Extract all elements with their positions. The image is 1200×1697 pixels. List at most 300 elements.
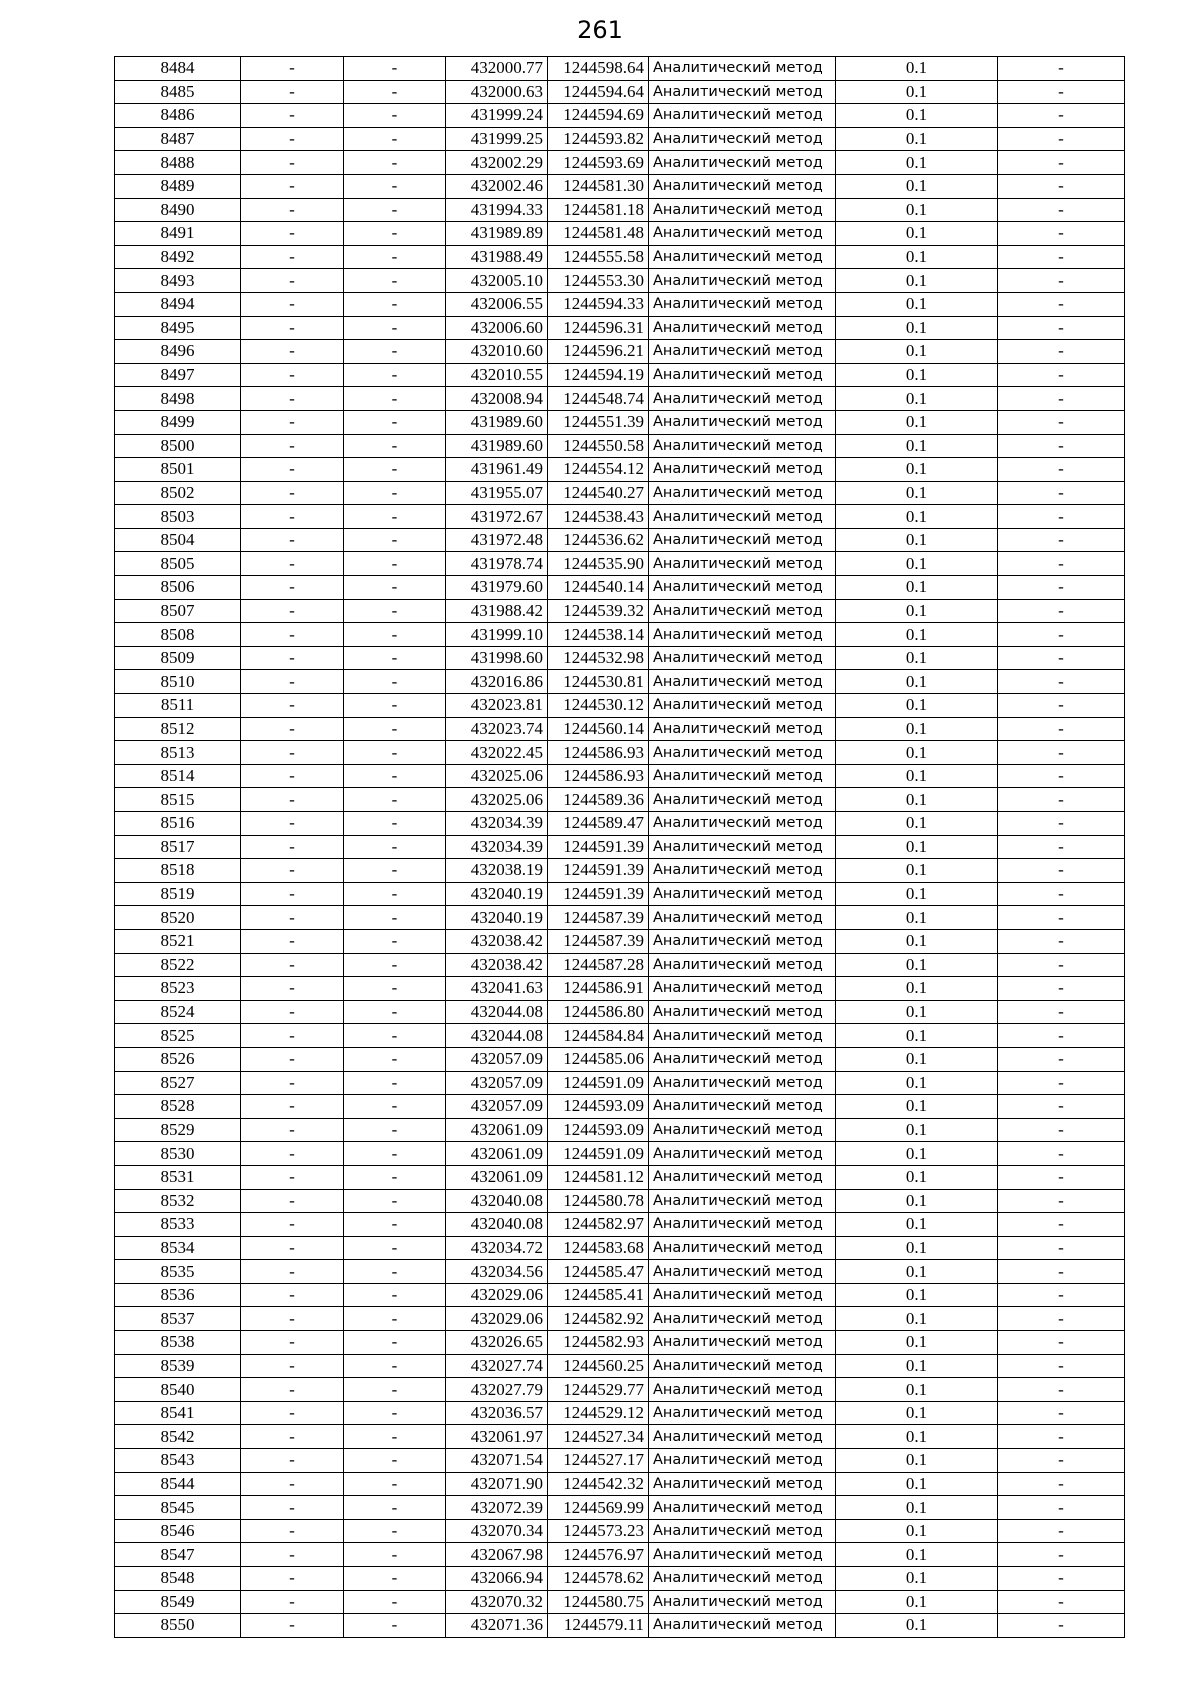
note-cell: - — [998, 1236, 1125, 1260]
empty-value-cell: - — [344, 1236, 446, 1260]
point-number-cell: 8525 — [115, 1024, 241, 1048]
point-number-cell: 8527 — [115, 1071, 241, 1095]
y-coordinate-cell: 1244527.34 — [548, 1425, 649, 1449]
accuracy-cell: 0.1 — [836, 1543, 998, 1567]
note-cell: - — [998, 292, 1125, 316]
table-row — [115, 316, 1125, 340]
empty-value-cell: - — [241, 812, 344, 836]
accuracy-cell: 0.1 — [836, 953, 998, 977]
x-coordinate-cell: 432061.09 — [446, 1142, 548, 1166]
note-cell: - — [998, 1401, 1125, 1425]
point-number-cell: 8515 — [115, 788, 241, 812]
table-row — [115, 1543, 1125, 1567]
empty-value-cell: - — [241, 1260, 344, 1284]
table-body — [115, 57, 1125, 1638]
empty-value-cell: - — [241, 835, 344, 859]
note-cell: - — [998, 953, 1125, 977]
table-row — [115, 906, 1125, 930]
table-row — [115, 481, 1125, 505]
accuracy-cell: 0.1 — [836, 505, 998, 529]
point-number-cell: 8546 — [115, 1519, 241, 1543]
empty-value-cell: - — [344, 127, 446, 151]
y-coordinate-cell: 1244560.25 — [548, 1354, 649, 1378]
accuracy-cell: 0.1 — [836, 717, 998, 741]
x-coordinate-cell: 432038.42 — [446, 929, 548, 953]
y-coordinate-cell: 1244586.93 — [548, 741, 649, 765]
y-coordinate-cell: 1244586.80 — [548, 1000, 649, 1024]
method-cell: Аналитический метод — [649, 410, 836, 434]
y-coordinate-cell: 1244583.68 — [548, 1236, 649, 1260]
point-number-cell: 8486 — [115, 104, 241, 128]
empty-value-cell: - — [344, 528, 446, 552]
empty-value-cell: - — [344, 410, 446, 434]
y-coordinate-cell: 1244585.41 — [548, 1283, 649, 1307]
x-coordinate-cell: 432057.09 — [446, 1071, 548, 1095]
empty-value-cell: - — [344, 599, 446, 623]
point-number-cell: 8508 — [115, 623, 241, 647]
empty-value-cell: - — [241, 1047, 344, 1071]
y-coordinate-cell: 1244530.81 — [548, 670, 649, 694]
accuracy-cell: 0.1 — [836, 1472, 998, 1496]
table-row — [115, 1590, 1125, 1614]
empty-value-cell: - — [344, 1496, 446, 1520]
empty-value-cell: - — [241, 717, 344, 741]
empty-value-cell: - — [344, 1331, 446, 1355]
accuracy-cell: 0.1 — [836, 882, 998, 906]
y-coordinate-cell: 1244551.39 — [548, 410, 649, 434]
y-coordinate-cell: 1244593.09 — [548, 1118, 649, 1142]
empty-value-cell: - — [241, 1472, 344, 1496]
table-row — [115, 528, 1125, 552]
x-coordinate-cell: 432038.19 — [446, 859, 548, 883]
y-coordinate-cell: 1244578.62 — [548, 1567, 649, 1591]
method-cell: Аналитический метод — [649, 764, 836, 788]
empty-value-cell: - — [241, 1496, 344, 1520]
y-coordinate-cell: 1244529.12 — [548, 1401, 649, 1425]
y-coordinate-cell: 1244569.99 — [548, 1496, 649, 1520]
x-coordinate-cell: 432002.29 — [446, 151, 548, 175]
method-cell: Аналитический метод — [649, 1543, 836, 1567]
x-coordinate-cell: 432029.06 — [446, 1283, 548, 1307]
method-cell: Аналитический метод — [649, 1118, 836, 1142]
note-cell: - — [998, 1331, 1125, 1355]
note-cell: - — [998, 1543, 1125, 1567]
table-row — [115, 859, 1125, 883]
y-coordinate-cell: 1244579.11 — [548, 1614, 649, 1638]
empty-value-cell: - — [241, 977, 344, 1001]
method-cell: Аналитический метод — [649, 1307, 836, 1331]
method-cell: Аналитический метод — [649, 1496, 836, 1520]
empty-value-cell: - — [241, 694, 344, 718]
y-coordinate-cell: 1244576.97 — [548, 1543, 649, 1567]
note-cell: - — [998, 929, 1125, 953]
note-cell: - — [998, 764, 1125, 788]
method-cell: Аналитический метод — [649, 835, 836, 859]
accuracy-cell: 0.1 — [836, 1331, 998, 1355]
point-number-cell: 8542 — [115, 1425, 241, 1449]
empty-value-cell: - — [344, 1449, 446, 1473]
empty-value-cell: - — [241, 576, 344, 600]
empty-value-cell: - — [344, 340, 446, 364]
empty-value-cell: - — [241, 1213, 344, 1237]
point-number-cell: 8507 — [115, 599, 241, 623]
coordinates-table — [114, 56, 1125, 1638]
y-coordinate-cell: 1244593.82 — [548, 127, 649, 151]
note-cell: - — [998, 906, 1125, 930]
empty-value-cell: - — [344, 1425, 446, 1449]
x-coordinate-cell: 431994.33 — [446, 198, 548, 222]
method-cell: Аналитический метод — [649, 1472, 836, 1496]
empty-value-cell: - — [241, 269, 344, 293]
y-coordinate-cell: 1244586.91 — [548, 977, 649, 1001]
note-cell: - — [998, 977, 1125, 1001]
table-row — [115, 1189, 1125, 1213]
x-coordinate-cell: 432071.90 — [446, 1472, 548, 1496]
empty-value-cell: - — [241, 1425, 344, 1449]
y-coordinate-cell: 1244594.33 — [548, 292, 649, 316]
note-cell: - — [998, 481, 1125, 505]
note-cell: - — [998, 1354, 1125, 1378]
point-number-cell: 8522 — [115, 953, 241, 977]
x-coordinate-cell: 431988.42 — [446, 599, 548, 623]
y-coordinate-cell: 1244538.43 — [548, 505, 649, 529]
y-coordinate-cell: 1244581.12 — [548, 1165, 649, 1189]
method-cell: Аналитический метод — [649, 1567, 836, 1591]
table-row — [115, 80, 1125, 104]
table-row — [115, 1496, 1125, 1520]
method-cell: Аналитический метод — [649, 1449, 836, 1473]
y-coordinate-cell: 1244548.74 — [548, 387, 649, 411]
note-cell: - — [998, 198, 1125, 222]
empty-value-cell: - — [344, 1519, 446, 1543]
note-cell: - — [998, 80, 1125, 104]
table-row — [115, 1142, 1125, 1166]
empty-value-cell: - — [344, 1472, 446, 1496]
method-cell: Аналитический метод — [649, 269, 836, 293]
empty-value-cell: - — [344, 646, 446, 670]
empty-value-cell: - — [344, 222, 446, 246]
note-cell: - — [998, 528, 1125, 552]
y-coordinate-cell: 1244593.69 — [548, 151, 649, 175]
note-cell: - — [998, 1449, 1125, 1473]
note-cell: - — [998, 1614, 1125, 1638]
table-row — [115, 764, 1125, 788]
point-number-cell: 8523 — [115, 977, 241, 1001]
empty-value-cell: - — [344, 623, 446, 647]
point-number-cell: 8484 — [115, 57, 241, 81]
y-coordinate-cell: 1244587.39 — [548, 906, 649, 930]
table-row — [115, 835, 1125, 859]
point-number-cell: 8548 — [115, 1567, 241, 1591]
empty-value-cell: - — [241, 151, 344, 175]
y-coordinate-cell: 1244539.32 — [548, 599, 649, 623]
accuracy-cell: 0.1 — [836, 1567, 998, 1591]
x-coordinate-cell: 431989.60 — [446, 434, 548, 458]
accuracy-cell: 0.1 — [836, 245, 998, 269]
accuracy-cell: 0.1 — [836, 1213, 998, 1237]
accuracy-cell: 0.1 — [836, 835, 998, 859]
note-cell: - — [998, 552, 1125, 576]
accuracy-cell: 0.1 — [836, 1496, 998, 1520]
x-coordinate-cell: 431972.48 — [446, 528, 548, 552]
table-row — [115, 1401, 1125, 1425]
method-cell: Аналитический метод — [649, 741, 836, 765]
table-row — [115, 1519, 1125, 1543]
note-cell: - — [998, 505, 1125, 529]
point-number-cell: 8518 — [115, 859, 241, 883]
y-coordinate-cell: 1244591.39 — [548, 882, 649, 906]
table-row — [115, 694, 1125, 718]
table-row — [115, 1449, 1125, 1473]
empty-value-cell: - — [241, 859, 344, 883]
point-number-cell: 8544 — [115, 1472, 241, 1496]
point-number-cell: 8506 — [115, 576, 241, 600]
accuracy-cell: 0.1 — [836, 1449, 998, 1473]
x-coordinate-cell: 431988.49 — [446, 245, 548, 269]
table-row — [115, 1095, 1125, 1119]
y-coordinate-cell: 1244581.48 — [548, 222, 649, 246]
x-coordinate-cell: 431999.24 — [446, 104, 548, 128]
x-coordinate-cell: 431998.60 — [446, 646, 548, 670]
x-coordinate-cell: 432016.86 — [446, 670, 548, 694]
method-cell: Аналитический метод — [649, 1213, 836, 1237]
note-cell: - — [998, 1213, 1125, 1237]
method-cell: Аналитический метод — [649, 1047, 836, 1071]
accuracy-cell: 0.1 — [836, 1307, 998, 1331]
empty-value-cell: - — [241, 410, 344, 434]
empty-value-cell: - — [344, 717, 446, 741]
x-coordinate-cell: 432071.36 — [446, 1614, 548, 1638]
y-coordinate-cell: 1244582.92 — [548, 1307, 649, 1331]
table-row — [115, 1236, 1125, 1260]
accuracy-cell: 0.1 — [836, 1260, 998, 1284]
point-number-cell: 8504 — [115, 528, 241, 552]
empty-value-cell: - — [344, 505, 446, 529]
empty-value-cell: - — [344, 80, 446, 104]
empty-value-cell: - — [241, 363, 344, 387]
x-coordinate-cell: 432026.65 — [446, 1331, 548, 1355]
accuracy-cell: 0.1 — [836, 670, 998, 694]
note-cell: - — [998, 835, 1125, 859]
x-coordinate-cell: 432008.94 — [446, 387, 548, 411]
accuracy-cell: 0.1 — [836, 1189, 998, 1213]
x-coordinate-cell: 432027.79 — [446, 1378, 548, 1402]
method-cell: Аналитический метод — [649, 812, 836, 836]
method-cell: Аналитический метод — [649, 434, 836, 458]
note-cell: - — [998, 788, 1125, 812]
table-row — [115, 57, 1125, 81]
table-row — [115, 1024, 1125, 1048]
note-cell: - — [998, 576, 1125, 600]
note-cell: - — [998, 1519, 1125, 1543]
empty-value-cell: - — [241, 1142, 344, 1166]
y-coordinate-cell: 1244589.47 — [548, 812, 649, 836]
method-cell: Аналитический метод — [649, 151, 836, 175]
y-coordinate-cell: 1244542.32 — [548, 1472, 649, 1496]
y-coordinate-cell: 1244591.39 — [548, 835, 649, 859]
y-coordinate-cell: 1244598.64 — [548, 57, 649, 81]
accuracy-cell: 0.1 — [836, 599, 998, 623]
table-row — [115, 292, 1125, 316]
note-cell: - — [998, 316, 1125, 340]
x-coordinate-cell: 431989.89 — [446, 222, 548, 246]
x-coordinate-cell: 432010.60 — [446, 340, 548, 364]
empty-value-cell: - — [344, 1307, 446, 1331]
method-cell: Аналитический метод — [649, 1236, 836, 1260]
note-cell: - — [998, 174, 1125, 198]
empty-value-cell: - — [344, 906, 446, 930]
method-cell: Аналитический метод — [649, 1519, 836, 1543]
point-number-cell: 8500 — [115, 434, 241, 458]
x-coordinate-cell: 431989.60 — [446, 410, 548, 434]
empty-value-cell: - — [241, 316, 344, 340]
method-cell: Аналитический метод — [649, 1378, 836, 1402]
method-cell: Аналитический метод — [649, 599, 836, 623]
x-coordinate-cell: 432044.08 — [446, 1024, 548, 1048]
accuracy-cell: 0.1 — [836, 906, 998, 930]
table-row — [115, 1283, 1125, 1307]
x-coordinate-cell: 432029.06 — [446, 1307, 548, 1331]
empty-value-cell: - — [344, 1614, 446, 1638]
accuracy-cell: 0.1 — [836, 764, 998, 788]
method-cell: Аналитический метод — [649, 788, 836, 812]
y-coordinate-cell: 1244555.58 — [548, 245, 649, 269]
empty-value-cell: - — [241, 1378, 344, 1402]
table-row — [115, 953, 1125, 977]
empty-value-cell: - — [344, 1401, 446, 1425]
empty-value-cell: - — [241, 1236, 344, 1260]
empty-value-cell: - — [344, 694, 446, 718]
method-cell: Аналитический метод — [649, 174, 836, 198]
x-coordinate-cell: 432070.32 — [446, 1590, 548, 1614]
note-cell: - — [998, 104, 1125, 128]
note-cell: - — [998, 127, 1125, 151]
empty-value-cell: - — [241, 1614, 344, 1638]
point-number-cell: 8502 — [115, 481, 241, 505]
method-cell: Аналитический метод — [649, 198, 836, 222]
method-cell: Аналитический метод — [649, 127, 836, 151]
empty-value-cell: - — [344, 458, 446, 482]
accuracy-cell: 0.1 — [836, 151, 998, 175]
y-coordinate-cell: 1244535.90 — [548, 552, 649, 576]
empty-value-cell: - — [344, 57, 446, 81]
y-coordinate-cell: 1244587.28 — [548, 953, 649, 977]
empty-value-cell: - — [344, 1165, 446, 1189]
y-coordinate-cell: 1244594.19 — [548, 363, 649, 387]
y-coordinate-cell: 1244594.69 — [548, 104, 649, 128]
empty-value-cell: - — [241, 1590, 344, 1614]
empty-value-cell: - — [344, 812, 446, 836]
table-row — [115, 1378, 1125, 1402]
point-number-cell: 8489 — [115, 174, 241, 198]
note-cell: - — [998, 1496, 1125, 1520]
empty-value-cell: - — [344, 1095, 446, 1119]
x-coordinate-cell: 432072.39 — [446, 1496, 548, 1520]
x-coordinate-cell: 432057.09 — [446, 1095, 548, 1119]
point-number-cell: 8529 — [115, 1118, 241, 1142]
note-cell: - — [998, 269, 1125, 293]
empty-value-cell: - — [241, 670, 344, 694]
point-number-cell: 8549 — [115, 1590, 241, 1614]
empty-value-cell: - — [241, 528, 344, 552]
x-coordinate-cell: 432034.39 — [446, 812, 548, 836]
x-coordinate-cell: 432061.09 — [446, 1118, 548, 1142]
note-cell: - — [998, 599, 1125, 623]
x-coordinate-cell: 432040.08 — [446, 1189, 548, 1213]
table-row — [115, 151, 1125, 175]
point-number-cell: 8493 — [115, 269, 241, 293]
empty-value-cell: - — [241, 174, 344, 198]
table-row — [115, 198, 1125, 222]
accuracy-cell: 0.1 — [836, 387, 998, 411]
table-row — [115, 222, 1125, 246]
x-coordinate-cell: 432006.55 — [446, 292, 548, 316]
empty-value-cell: - — [344, 788, 446, 812]
point-number-cell: 8503 — [115, 505, 241, 529]
x-coordinate-cell: 432040.08 — [446, 1213, 548, 1237]
method-cell: Аналитический метод — [649, 906, 836, 930]
point-number-cell: 8495 — [115, 316, 241, 340]
empty-value-cell: - — [241, 505, 344, 529]
method-cell: Аналитический метод — [649, 363, 836, 387]
empty-value-cell: - — [241, 623, 344, 647]
method-cell: Аналитический метод — [649, 882, 836, 906]
point-number-cell: 8497 — [115, 363, 241, 387]
empty-value-cell: - — [344, 269, 446, 293]
y-coordinate-cell: 1244596.21 — [548, 340, 649, 364]
note-cell: - — [998, 1000, 1125, 1024]
empty-value-cell: - — [241, 741, 344, 765]
accuracy-cell: 0.1 — [836, 1590, 998, 1614]
accuracy-cell: 0.1 — [836, 1095, 998, 1119]
y-coordinate-cell: 1244585.06 — [548, 1047, 649, 1071]
y-coordinate-cell: 1244538.14 — [548, 623, 649, 647]
x-coordinate-cell: 431999.25 — [446, 127, 548, 151]
empty-value-cell: - — [241, 434, 344, 458]
empty-value-cell: - — [344, 363, 446, 387]
x-coordinate-cell: 432067.98 — [446, 1543, 548, 1567]
y-coordinate-cell: 1244580.78 — [548, 1189, 649, 1213]
empty-value-cell: - — [344, 859, 446, 883]
accuracy-cell: 0.1 — [836, 1425, 998, 1449]
note-cell: - — [998, 222, 1125, 246]
table-row — [115, 1071, 1125, 1095]
empty-value-cell: - — [241, 1354, 344, 1378]
x-coordinate-cell: 432000.77 — [446, 57, 548, 81]
empty-value-cell: - — [344, 1283, 446, 1307]
point-number-cell: 8534 — [115, 1236, 241, 1260]
note-cell: - — [998, 1567, 1125, 1591]
accuracy-cell: 0.1 — [836, 363, 998, 387]
empty-value-cell: - — [241, 953, 344, 977]
point-number-cell: 8538 — [115, 1331, 241, 1355]
table-row — [115, 1567, 1125, 1591]
accuracy-cell: 0.1 — [836, 1354, 998, 1378]
point-number-cell: 8533 — [115, 1213, 241, 1237]
empty-value-cell: - — [241, 1401, 344, 1425]
empty-value-cell: - — [344, 481, 446, 505]
accuracy-cell: 0.1 — [836, 788, 998, 812]
method-cell: Аналитический метод — [649, 717, 836, 741]
point-number-cell: 8498 — [115, 387, 241, 411]
y-coordinate-cell: 1244591.09 — [548, 1071, 649, 1095]
y-coordinate-cell: 1244582.97 — [548, 1213, 649, 1237]
empty-value-cell: - — [241, 127, 344, 151]
x-coordinate-cell: 432023.81 — [446, 694, 548, 718]
note-cell: - — [998, 694, 1125, 718]
table-row — [115, 410, 1125, 434]
y-coordinate-cell: 1244530.12 — [548, 694, 649, 718]
